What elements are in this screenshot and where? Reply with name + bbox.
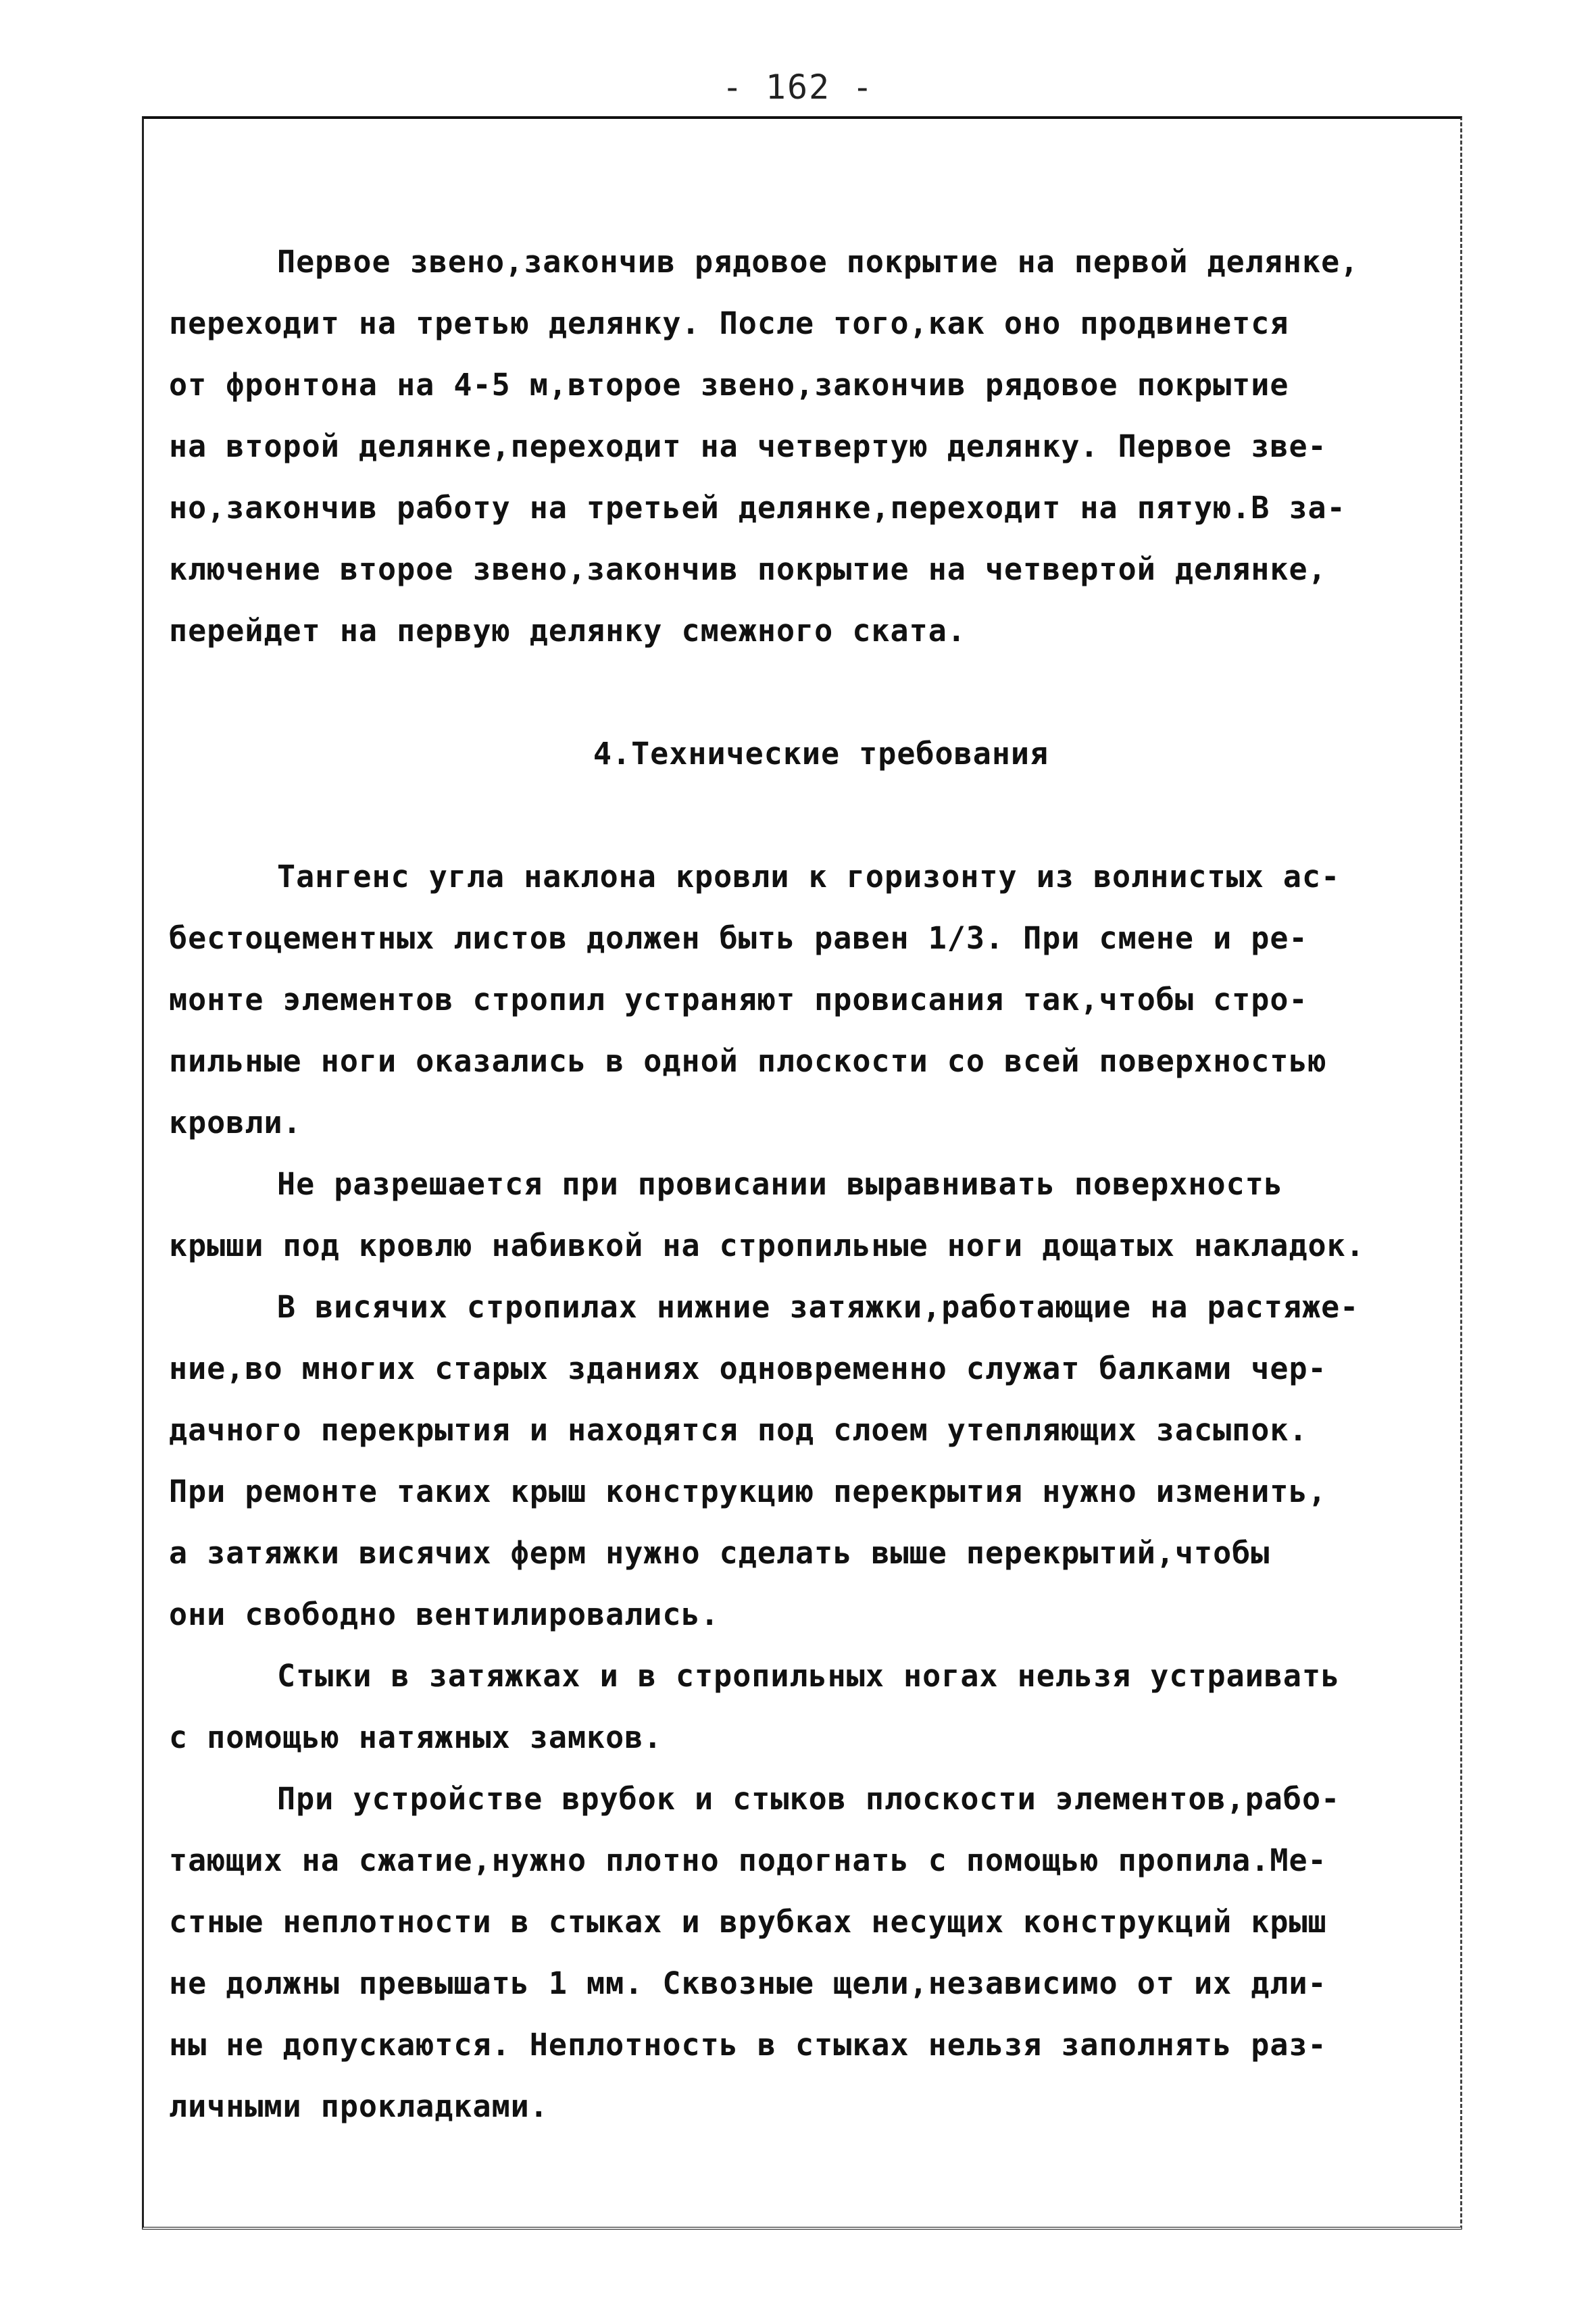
text-line: дачного перекрытия и находятся под слоем утепляющих засыпок. — [169, 1412, 1308, 1448]
text-line: не должны превышать 1 мм. Сквозные щели,независимо от их дли- — [169, 1965, 1327, 2001]
text-line: крыши под кровлю набивкой на стропильные ноги дощатых накладок. — [169, 1228, 1365, 1263]
text-line: В висячих стропилах нижние затяжки,работающие на растяже- — [277, 1289, 1360, 1325]
text-line: стные неплотности в стыках и врубках несущих конструкций крыш — [169, 1904, 1327, 1940]
paragraph-6 — [169, 1768, 1473, 2137]
text-line: кровли. — [169, 1105, 302, 1140]
text-line: При устройстве врубок и стыков плоскости элементов,рабо- — [277, 1781, 1341, 1817]
text-line: Тангенс угла наклона кровли к горизонту из волнистых ас- — [277, 859, 1341, 895]
text-line: на второй делянке,переходит на четвертую делянку. Первое зве- — [169, 428, 1327, 464]
text-line: перейдет на первую делянку смежного ската. — [169, 613, 966, 649]
text-line: тающих на сжатие,нужно плотно подогнать с помощью пропила.Ме- — [169, 1842, 1327, 1878]
text-line: переходит на третью делянку. После того,как оно продвинется — [169, 305, 1289, 341]
text-line: но,закончив работу на третьей делянке,переходит на пятую.В за- — [169, 490, 1346, 526]
paragraph-5 — [169, 1645, 1473, 1768]
page-number: - 162 - — [722, 68, 874, 107]
text-line: Стыки в затяжках и в стропильных ногах нельзя устраивать — [277, 1658, 1341, 1694]
text-line: Не разрешается при провисании выравнивать поверхность — [277, 1166, 1283, 1202]
paragraph-1 — [169, 231, 1473, 661]
text-line: пильные ноги оказались в одной плоскости со всей поверхностью — [169, 1043, 1327, 1079]
text-line: бестоцементных листов должен быть равен 1/3. При смене и ре- — [169, 920, 1308, 956]
text-line: ние,во многих старых зданиях одновременно служат балками чер- — [169, 1351, 1327, 1386]
text-line: монте элементов стропил устраняют провисания так,чтобы стро- — [169, 982, 1308, 1017]
paragraph-3 — [169, 1153, 1473, 1276]
text-line: Первое звено,закончив рядовое покрытие на первой делянке, — [277, 244, 1360, 280]
text-line: ключение второе звено,закончив покрытие на четвертой делянке, — [169, 551, 1327, 587]
text-line: они свободно вентилировались. — [169, 1596, 720, 1632]
paragraph-2 — [169, 846, 1473, 1153]
text-line: от фронтона на 4-5 м,второе звено,закончив рядовое покрытие — [169, 367, 1289, 403]
document-body — [169, 231, 1473, 2137]
section-heading: 4.Технические требования — [593, 736, 1049, 772]
text-line: а затяжки висячих ферм нужно сделать выше перекрытий,чтобы — [169, 1535, 1270, 1571]
paragraph-4 — [169, 1276, 1473, 1645]
text-line: При ремонте таких крыш конструкцию перекрытия нужно изменить, — [169, 1474, 1327, 1509]
text-line: ны не допускаются. Неплотность в стыках нельзя заполнять раз- — [169, 2027, 1327, 2063]
text-line: с помощью натяжных замков. — [169, 1719, 663, 1755]
text-line: личными прокладками. — [169, 2088, 549, 2124]
